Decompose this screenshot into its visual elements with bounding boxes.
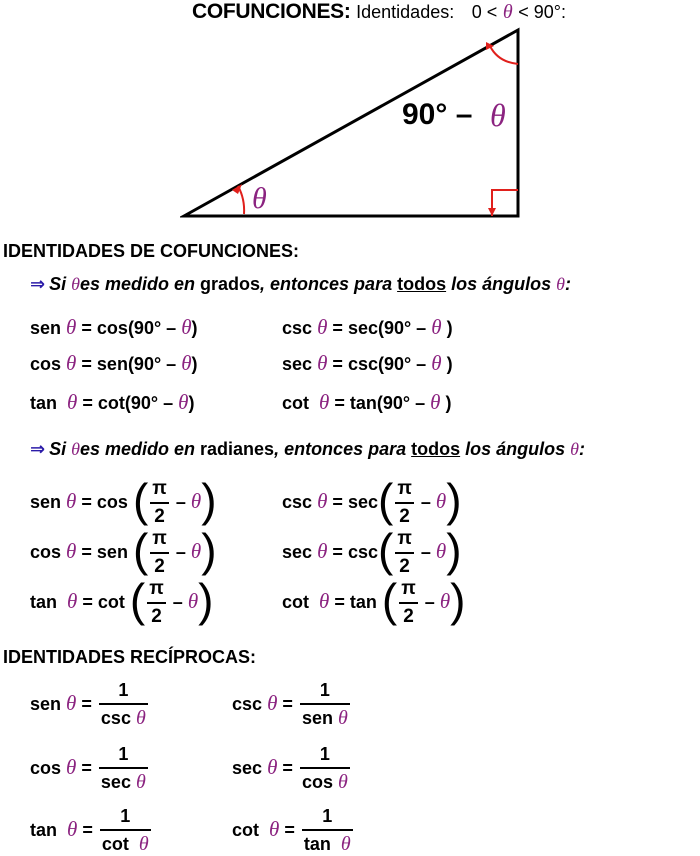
radians-intro	[30, 439, 585, 460]
reciprocal-identity: cot θ = $\frac{1}{\text{tan θ}}$	[232, 806, 351, 855]
top-angle-arc	[490, 46, 518, 64]
right-triangle-diagram	[180, 24, 525, 220]
intro-text: los ángulos	[465, 439, 566, 459]
header-title: COFUNCIONES:	[192, 0, 351, 23]
intro-theta: θ	[71, 439, 80, 459]
arrow-icon: ⇒	[30, 439, 46, 459]
intro-text: es medido en	[79, 439, 195, 459]
intro-keyword: radianes	[200, 439, 275, 459]
intro-theta: θ	[556, 274, 565, 294]
top-angle-theta: θ	[490, 97, 506, 133]
degrees-intro	[30, 274, 571, 295]
degrees-identity: cot θ = tan(90° – θ )	[282, 390, 452, 414]
reciprocal-identity: sen θ = $\frac{1}{\text{csc θ}}$	[30, 680, 146, 729]
intro-theta: θ	[570, 439, 580, 459]
reciprocal-identity: sec θ = $\frac{1}{\text{cos θ}}$	[232, 744, 348, 793]
header-condition-right: < 90°:	[518, 2, 566, 22]
radians-identity: csc θ = sec( $\frac{\pi}{2}$ – θ)	[282, 474, 462, 527]
reciprocal-identity: cos θ = $\frac{1}{\text{sec θ}}$	[30, 744, 146, 793]
degrees-identity: cos θ = sen(90° – θ)	[30, 351, 198, 375]
radians-identity: tan θ = cot ( $\frac{\pi}{2}$ – θ)	[30, 574, 214, 627]
intro-text: , entonces para	[260, 274, 393, 294]
intro-text: Si	[49, 274, 67, 294]
degrees-identity: sec θ = csc(90° – θ )	[282, 351, 453, 375]
radians-identity: cot θ = tan ( $\frac{\pi}{2}$ – θ)	[282, 574, 466, 627]
intro-text: es medido en	[79, 274, 195, 294]
header-condition-theta: θ	[502, 1, 513, 23]
header	[192, 0, 566, 24]
reciprocal-identity: csc θ = $\frac{1}{\text{sen θ}}$	[232, 680, 348, 729]
intro-text: , entonces para	[274, 439, 407, 459]
bottom-angle-label: θ	[252, 182, 267, 215]
intro-text: :	[564, 274, 571, 294]
reciprocal-identity: tan θ = $\frac{1}{\text{cot θ}}$	[30, 806, 149, 855]
arrow-icon: ⇒	[30, 274, 46, 294]
degrees-identity: csc θ = sec(90° – θ )	[282, 315, 453, 339]
intro-underlined: todos	[397, 274, 447, 294]
intro-text: :	[579, 439, 586, 459]
reciprocal-title: IDENTIDADES RECÍPROCAS:	[3, 647, 257, 667]
intro-text: los ángulos	[451, 274, 552, 294]
intro-theta: θ	[71, 274, 80, 294]
degrees-identity: sen θ = cos(90° – θ)	[30, 315, 198, 339]
radians-identity: sec θ = csc( $\frac{\pi}{2}$ – θ)	[282, 524, 462, 577]
degrees-identity: tan θ = cot(90° – θ)	[30, 390, 195, 414]
header-condition-left: 0 <	[471, 2, 498, 22]
top-angle-label: 90° –	[402, 98, 473, 131]
radians-identity: sen θ = cos ( $\frac{\pi}{2}$ – θ)	[30, 474, 217, 527]
intro-keyword: grados	[200, 274, 261, 294]
radians-identity: cos θ = sen ( $\frac{\pi}{2}$ – θ)	[30, 524, 217, 577]
intro-underlined: todos	[411, 439, 461, 459]
cofunctions-title: IDENTIDADES DE COFUNCIONES:	[3, 241, 300, 261]
intro-text: Si	[49, 439, 67, 459]
header-subtitle: Identidades:	[356, 2, 455, 22]
right-angle-marker	[492, 190, 518, 216]
